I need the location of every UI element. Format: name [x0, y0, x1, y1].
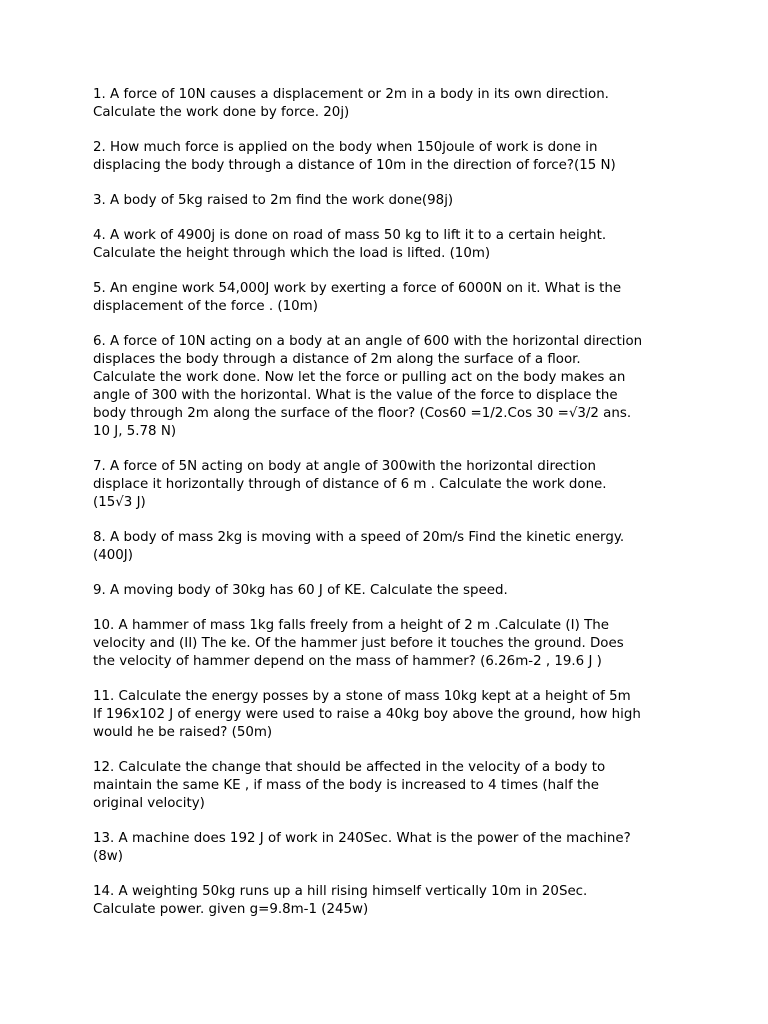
question-line: Calculate the work done. Now let the force or pulling act on the body makes an [93, 370, 626, 385]
question-list [93, 86, 693, 936]
question-line: displace it horizontally through of distance of 6 m . Calculate the work done. [93, 477, 607, 492]
question-line: maintain the same KE , if mass of the body is increased to 4 times (half the [93, 778, 599, 793]
question-line: angle of 300 with the horizontal. What is the value of the force to displace the [93, 388, 618, 403]
question-line: original velocity) [93, 796, 205, 811]
question-item [93, 617, 693, 671]
question-line: 11. Calculate the energy posses by a stone of mass 10kg kept at a height of 5m [93, 689, 631, 704]
question-item [93, 139, 693, 175]
question-line: would he be raised? (50m) [93, 725, 273, 740]
question-item [93, 227, 693, 263]
question-line: 12. Calculate the change that should be affected in the velocity of a body to [93, 760, 606, 775]
question-line: Calculate the work done by force. 20j) [93, 105, 350, 120]
question-line: 9. A moving body of 30kg has 60 J of KE. Calculate the speed. [93, 583, 508, 598]
question-line: (400J) [93, 548, 133, 563]
question-item [93, 458, 693, 512]
question-line: 5. An engine work 54,000J work by exerting a force of 6000N on it. What is the [93, 281, 622, 296]
question-line: displaces the body through a distance of 2m along the surface of a floor. [93, 352, 581, 367]
question-line: 10 J, 5.78 N) [93, 424, 177, 439]
question-line: Calculate the height through which the load is lifted. (10m) [93, 246, 491, 261]
question-item [93, 883, 693, 919]
question-line: If 196x102 J of energy were used to raise a 40kg boy above the ground, how high [93, 707, 641, 722]
question-line: 7. A force of 5N acting on body at angle of 300with the horizontal direction [93, 459, 596, 474]
question-item [93, 333, 693, 441]
question-item [93, 688, 693, 742]
question-line: 2. How much force is applied on the body when 150joule of work is done in [93, 140, 598, 155]
question-item [93, 582, 693, 600]
question-line: 10. A hammer of mass 1kg falls freely from a height of 2 m .Calculate (I) The [93, 618, 609, 633]
question-item [93, 86, 693, 122]
question-item [93, 192, 693, 210]
question-line: 14. A weighting 50kg runs up a hill rising himself vertically 10m in 20Sec. [93, 884, 588, 899]
question-item [93, 280, 693, 316]
question-item [93, 759, 693, 813]
question-item [93, 830, 693, 866]
question-item [93, 529, 693, 565]
question-line: velocity and (II) The ke. Of the hammer just before it touches the ground. Does [93, 636, 624, 651]
question-line: Calculate power. given g=9.8m-1 (245w) [93, 902, 369, 917]
question-line: 4. A work of 4900j is done on road of mass 50 kg to lift it to a certain height. [93, 228, 607, 243]
question-line: 1. A force of 10N causes a displacement or 2m in a body in its own direction. [93, 87, 609, 102]
question-line: displacing the body through a distance of 10m in the direction of force?(15 N) [93, 158, 616, 173]
question-line: 13. A machine does 192 J of work in 240Sec. What is the power of the machine? [93, 831, 631, 846]
question-line: body through 2m along the surface of the floor? (Cos60 =1/2.Cos 30 =√3/2 ans. [93, 406, 632, 421]
question-line: 6. A force of 10N acting on a body at an angle of 600 with the horizontal direction [93, 334, 643, 349]
question-line: (8w) [93, 849, 123, 864]
question-line: 3. A body of 5kg raised to 2m find the work done(98j) [93, 193, 454, 208]
question-line: the velocity of hammer depend on the mass of hammer? (6.26m-2 , 19.6 J ) [93, 654, 602, 669]
question-line: (15√3 J) [93, 495, 146, 510]
question-line: displacement of the force . (10m) [93, 299, 318, 314]
question-line: 8. A body of mass 2kg is moving with a speed of 20m/s Find the kinetic energy. [93, 530, 625, 545]
